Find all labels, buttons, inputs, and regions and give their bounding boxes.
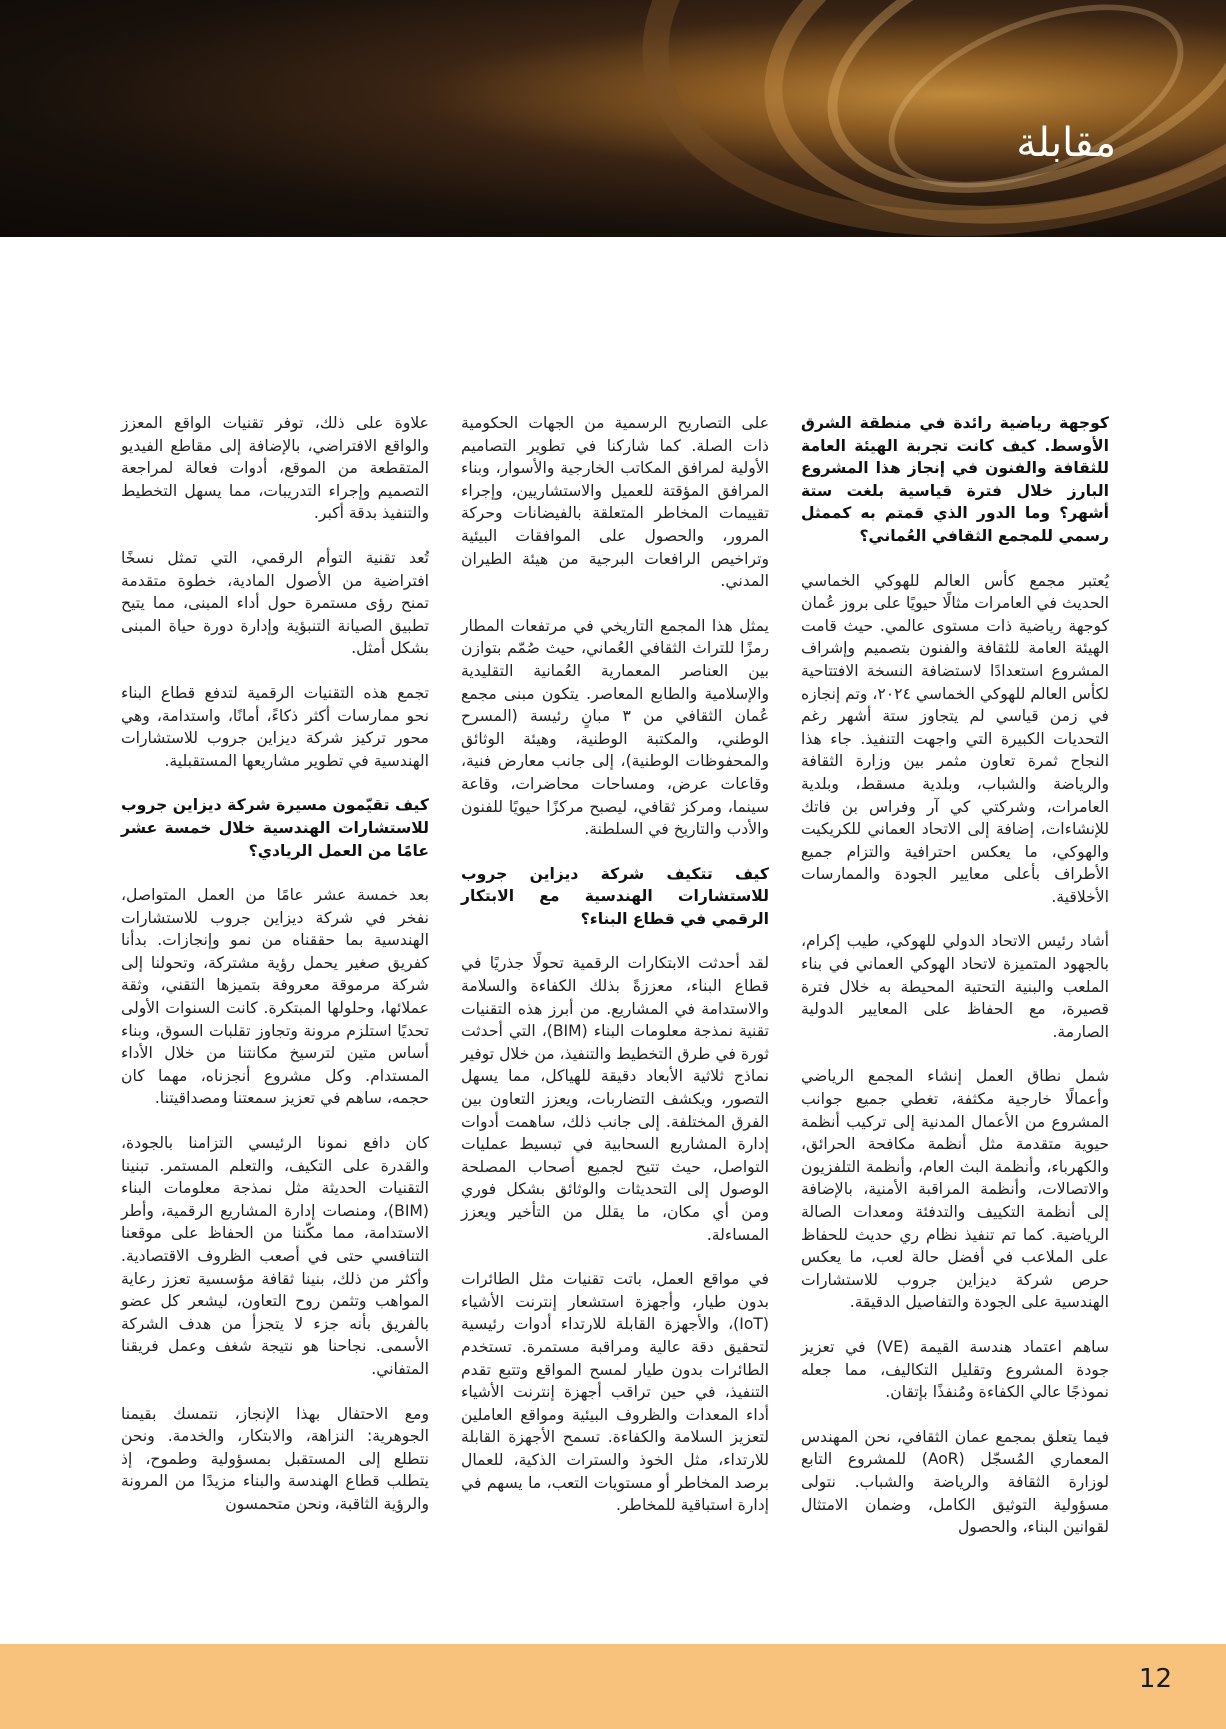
interview-question: كيف تقيّمون مسيرة شركة ديزاين جروب للاستشارات الهندسية خلال خمسة عشر عامًا من العمل الريادي؟ bbox=[121, 796, 429, 860]
article-paragraph: لقد أحدثت الابتكارات الرقمية تحولًا جذريًا في قطاع البناء، معززةً بذلك الكفاءة والسلامة والاستدامة في المشاريع. من أبرز هذه التقنيات تقنية نمذجة معلومات البناء (BIM)، التي أحدثت ثورة في طرق التخطيط والتنفيذ، من خلال توفير نماذج ثلاثية الأبعاد دقيقة للهياكل، مما يسهل التصور، ويكشف التضاربات، ويعزز التعاون بين الفرق المختلفة. إلى جانب ذلك، ساهمت أدوات إدارة المشاريع السحابية في تبسيط عمليات التواصل، حيث تتيح لجميع أصحاب المصلحة الوصول إلى التحديثات والوثائق بشكل فوري ومن أي مكان، ما يقلل من التأخير ويعزز المساءلة. bbox=[460, 954, 769, 1244]
article-paragraph: يُعتبر مجمع كأس العالم للهوكي الخماسي الحديث في العامرات مثالًا حيويًا على بروز عُمان كوجهة رياضية ذات مستوى عالمي. حيث قامت الهيئة العامة للثقافة والفنون بتصميم وإشراف المشروع استعدادًا لاستضافة النسخة الافتتاحية لكأس العالم للهوكي الخماسي ٢٠٢٤، وتم إنجازه في زمن قياسي لم يتجاوز ستة أشهر رغم التحديات الكبيرة التي واجهت التنفيذ. جاء هذا النجاح ثمرة تعاون مثمر بين وزارة الثقافة والرياضة والشباب، وبلدية مسقط، وبلدية العامرات، وشركتي كي آر وفراس بن فاتك للإنشاءات، إضافة إلى الاتحاد العماني للكريكيت والهوكي، ما يعكس احترافية والتزام جميع الأطراف بأعلى معايير الجودة والممارسات الأخلاقية. bbox=[801, 571, 1109, 906]
article-paragraph: يمثل هذا المجمع التاريخي في مرتفعات المطار رمزًا للتراث الثقافي العُماني، حيث صُمّم بتوازن بين العناصر المعمارية العُمانية التقليدية والإسلامية والطابع المعاصر. يتكون مبنى مجمع عُمان الثقافي من ٣ مبانٍ رئيسة (المسرح الوطني، والمكتبة الوطنية، وهيئة الوثائق والمحفوظات الوطنية)، إلى جانب معارض فنية، وقاعات عرض، ومساحات محاضرات، وقاعة سينما، ومركز ثقافي، ليصبح مركزًا حيويًا للفنون والأدب والتاريخ في السلطنة. bbox=[461, 616, 770, 839]
article-paragraph: كان دافع نمونا الرئيسي التزامنا بالجودة، والقدرة على التكيف، والتعلم المستمر. تبنينا التقنيات الحديثة مثل نمذجة معلومات البناء (BIM)، ومنصات إدارة المشاريع الرقمية، وأطر الاستدامة، مما مكّننا من الحفاظ على موقعنا التنافسي حتى في أصعب الظروف الاقتصادية. وأكثر من ذلك، بنينا ثقافة مؤسسية تعزز رعاية المواهب وتثمن روح التعاون، ليشعر كل عضو بالفريق بأنه جزء لا يتجزأ من هدف الشركة الأسمى. نجاحنا هو نتيجة شغف وعمل فريقنا المتفاني. bbox=[121, 1134, 429, 1378]
article-paragraph: ساهم اعتماد هندسة القيمة (VE) في تعزيز جودة المشروع وتقليل التكاليف، مما جعله نموذجًا عالي الكفاءة ومُنفذًا بإتقان. bbox=[801, 1337, 1109, 1402]
article-column-2 bbox=[461, 412, 769, 1539]
article-paragraph: بعد خمسة عشر عامًا من العمل المتواصل، نفخر في شركة ديزاين جروب للاستشارات الهندسية بما حققناه من نمو وإنجازات. بدأنا كفريق صغير يحمل رؤية مشتركة، وتحولنا إلى شركة مرموقة معروفة بتميزها التقني، وثقة عملائها، وحلولها المبتكرة. كانت السنوات الأولى تحديًا استلزم مرونة وتجاوز تقلبات السوق، وبناء أساس متين لترسيخ مكانتنا من خلال الأداء المستدام. وكل مشروع أنجزناه، مهما كان حجمه، ساهم في تعزيز سمعتنا ومصداقيتنا. bbox=[121, 886, 429, 1108]
interview-question: كوجهة رياضية رائدة في منطقة الشرق الأوسط. كيف كانت تجربة الهيئة العامة للثقافة والفنون في إنجاز هذا المشروع البارز خلال فترة قياسية بلغت ستة أشهر؟ وما الدور الذي قمتم به كممثل رسمي للمجمع الثقافي العُماني؟ bbox=[801, 414, 1109, 545]
article-paragraph: ومع الاحتفال بهذا الإنجاز، نتمسك بقيمنا الجوهرية: النزاهة، والابتكار، والخدمة. ونحن نتطلع إلى المستقبل بمسؤولية وطموح، إذ يتطلب قطاع الهندسة والبناء مزيدًا من المرونة والرؤية الثاقبة، ونحن متحمسون bbox=[121, 1404, 429, 1513]
page-number: 12 bbox=[1138, 1664, 1172, 1694]
article-column-3 bbox=[121, 412, 429, 1538]
article-paragraph: أشاد رئيس الاتحاد الدولي للهوكي، طيب إكرام، بالجهود المتميزة لاتحاد الهوكي العماني في بناء الملعب والبنية التحتية المحيطة به خلال فترة قصيرة، مع الحفاظ على المعايير الدولية الصارمة. bbox=[801, 932, 1109, 1041]
footer-bar bbox=[0, 1644, 1226, 1729]
article-paragraph: في مواقع العمل، باتت تقنيات مثل الطائرات بدون طيار، وأجهزة استشعار إنترنت الأشياء (IoT)، والأجهزة القابلة للارتداء أدوات رئيسية لتحقيق دقة عالية ومراقبة مستمرة. تستخدم الطائرات بدون طيار لمسح المواقع وتتبع تقدم التنفيذ، في حين تراقب أجهزة إنترنت الأشياء أداء المعدات والظروف البيئية ومواقع العاملين لتعزيز السلامة والكفاءة. تسمح الأجهزة القابلة للارتداء، مثل الخوذ والسترات الذكية، للعمال برصد المخاطر أو مستويات التعب، ما يسهم في إدارة استباقية للمخاطر. bbox=[461, 1270, 769, 1515]
article-paragraph: علاوة على ذلك، توفر تقنيات الواقع المعزز والواقع الافتراضي، بالإضافة إلى مقاطع الفيديو المتقطعة من الموقع، أدوات فعالة لمراجعة التصميم وإجراء التدريبات، مما يسهل التخطيط والتنفيذ بدقة أكبر. bbox=[121, 414, 429, 523]
header-banner-image bbox=[0, 0, 1226, 237]
interview-question: كيف تتكيف شركة ديزاين جروب للاستشارات الهندسية مع الابتكار الرقمي في قطاع البناء؟ bbox=[461, 864, 769, 928]
article-column-1 bbox=[801, 412, 1109, 1561]
article-paragraph: فيما يتعلق بمجمع عمان الثقافي، نحن المهندس المعماري المُسجّل (AoR) للمشروع التابع لوزارة الثقافة والرياضة والشباب. نتولى مسؤولية التوثيق الكامل، وضمان الامتثال لقوانين البناء، والحصول bbox=[801, 1427, 1109, 1537]
article-paragraph: تُعد تقنية التوأم الرقمي، التي تمثل نسخًا افتراضية من الأصول المادية، خطوة متقدمة تمنح رؤى مستمرة حول أداء المبنى، مما يتيح تطبيق الصيانة التنبؤية وإدارة دورة حياة المبنى بشكل أمثل. bbox=[121, 548, 429, 658]
article-paragraph: تجمع هذه التقنيات الرقمية لتدفع قطاع البناء نحو ممارسات أكثر ذكاءً، أمانًا، واستدامة، وهي محور تركيز شركة ديزاين جروب للاستشارات الهندسية في تطوير مشاريعها المستقبلية. bbox=[121, 683, 429, 770]
article-paragraph: على التصاريح الرسمية من الجهات الحكومية ذات الصلة. كما شاركنا في تطوير التصاميم الأولية لمرافق المكاتب الخارجية والأسوار، وبناء المرافق المؤقتة للعميل والاستشاريين، وإجراء تقييمات المخاطر المتعلقة بالفيضانات وحركة المرور، والحصول على الموافقات البيئية وتراخيص الرافعات البرجية من هيئة الطيران المدني. bbox=[461, 414, 769, 591]
section-title: مقابلة bbox=[1016, 120, 1116, 166]
article-paragraph: شمل نطاق العمل إنشاء المجمع الرياضي وأعمالًا خارجية مكثفة، تغطي جميع جوانب المشروع من الأعمال المدنية إلى تركيب أنظمة حيوية متقدمة مثل أنظمة مكافحة الحرائق، والكهرباء، وأنظمة البث العام، وأنظمة التلفزيون والاتصالات، وأنظمة المراقبة الأمنية، بالإضافة إلى أنظمة التكييف والتدفئة ومعدات الصالة الرياضية. كما تم تنفيذ نظام ري حديث للحفاظ على الملاعب في أفضل حالة لعب، ما يعكس حرص شركة ديزاين جروب للاستشارات الهندسية على الجودة والتفاصيل الدقيقة. bbox=[801, 1067, 1109, 1312]
